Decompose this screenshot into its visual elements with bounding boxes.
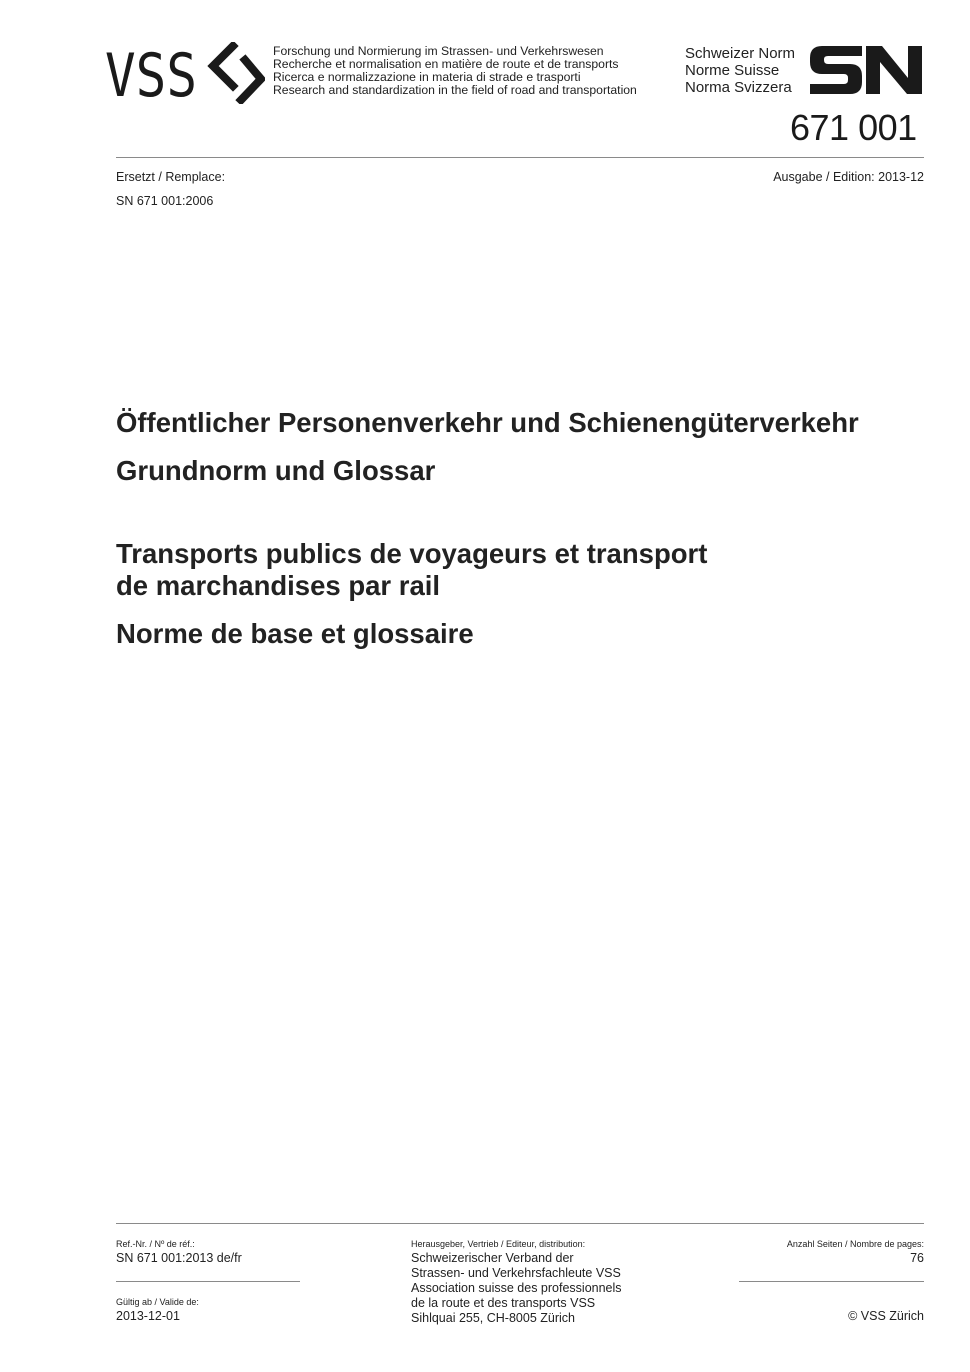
- publisher-line: Schweizerischer Verband der: [411, 1251, 574, 1265]
- publisher-line: Association suisse des professionnels: [411, 1281, 622, 1295]
- ref-value: SN 671 001:2013 de/fr: [116, 1251, 242, 1265]
- publisher-line: de la route et des transports VSS: [411, 1296, 596, 1310]
- norm-name-it: Norma Svizzera: [685, 79, 792, 96]
- publisher-line: Sihlquai 255, CH-8005 Zürich: [411, 1311, 575, 1325]
- replaces-label: Ersetzt / Remplace:: [116, 170, 226, 184]
- title-de-sub: Grundnorm und Glossar: [116, 455, 436, 486]
- sn-logo-icon: [808, 44, 924, 96]
- tagline-line-it: Ricerca e normalizzazione in materia di strade e trasporti: [273, 70, 581, 84]
- norm-name-de: Schweizer Norm: [685, 45, 796, 62]
- ref-label: Ref.-Nr. / Nº de réf.:: [116, 1239, 195, 1249]
- title-fr-main-line2: de marchandises par rail: [116, 570, 441, 601]
- norm-names: [685, 45, 795, 96]
- valid-value: 2013-12-01: [116, 1309, 180, 1323]
- publisher-line: Strassen- und Verkehrsfachleute VSS: [411, 1266, 621, 1280]
- footer-right-divider: [739, 1281, 924, 1282]
- edition: Ausgabe / Edition: 2013-12: [773, 170, 924, 184]
- publisher-label: Herausgeber, Vertrieb / Editeur, distribution:: [411, 1239, 586, 1249]
- replaces-value: SN 671 001:2006: [116, 194, 214, 208]
- title-fr-sub: Norme de base et glossaire: [116, 618, 474, 649]
- valid-label: Gültig ab / Valide de:: [116, 1297, 199, 1307]
- footer-divider: [116, 1223, 924, 1224]
- pages-value: 76: [910, 1251, 924, 1265]
- tagline: [273, 45, 637, 97]
- header-divider: [116, 157, 924, 158]
- title-fr-main-line1: Transports publics de voyageurs et transport: [116, 538, 708, 569]
- svg-text:VSS: VSS: [105, 42, 197, 104]
- copyright: © VSS Zürich: [848, 1309, 924, 1323]
- tagline-line-fr: Recherche et normalisation en matière de route et de transports: [273, 57, 619, 71]
- publisher-address: [411, 1251, 622, 1326]
- norm-number: 671 001: [790, 107, 917, 148]
- tagline-line-de: Forschung und Normierung im Strassen- und Verkehrswesen: [273, 44, 604, 58]
- footer-left-divider: [116, 1281, 300, 1282]
- title-de-main: Öffentlicher Personenverkehr und Schienengüterverkehr: [116, 407, 859, 438]
- tagline-line-en: Research and standardization in the field of road and transportation: [273, 83, 637, 97]
- pages-label: Anzahl Seiten / Nombre de pages:: [786, 1239, 924, 1249]
- norm-name-fr: Norme Suisse: [685, 62, 780, 79]
- vss-logo-icon: [105, 42, 265, 104]
